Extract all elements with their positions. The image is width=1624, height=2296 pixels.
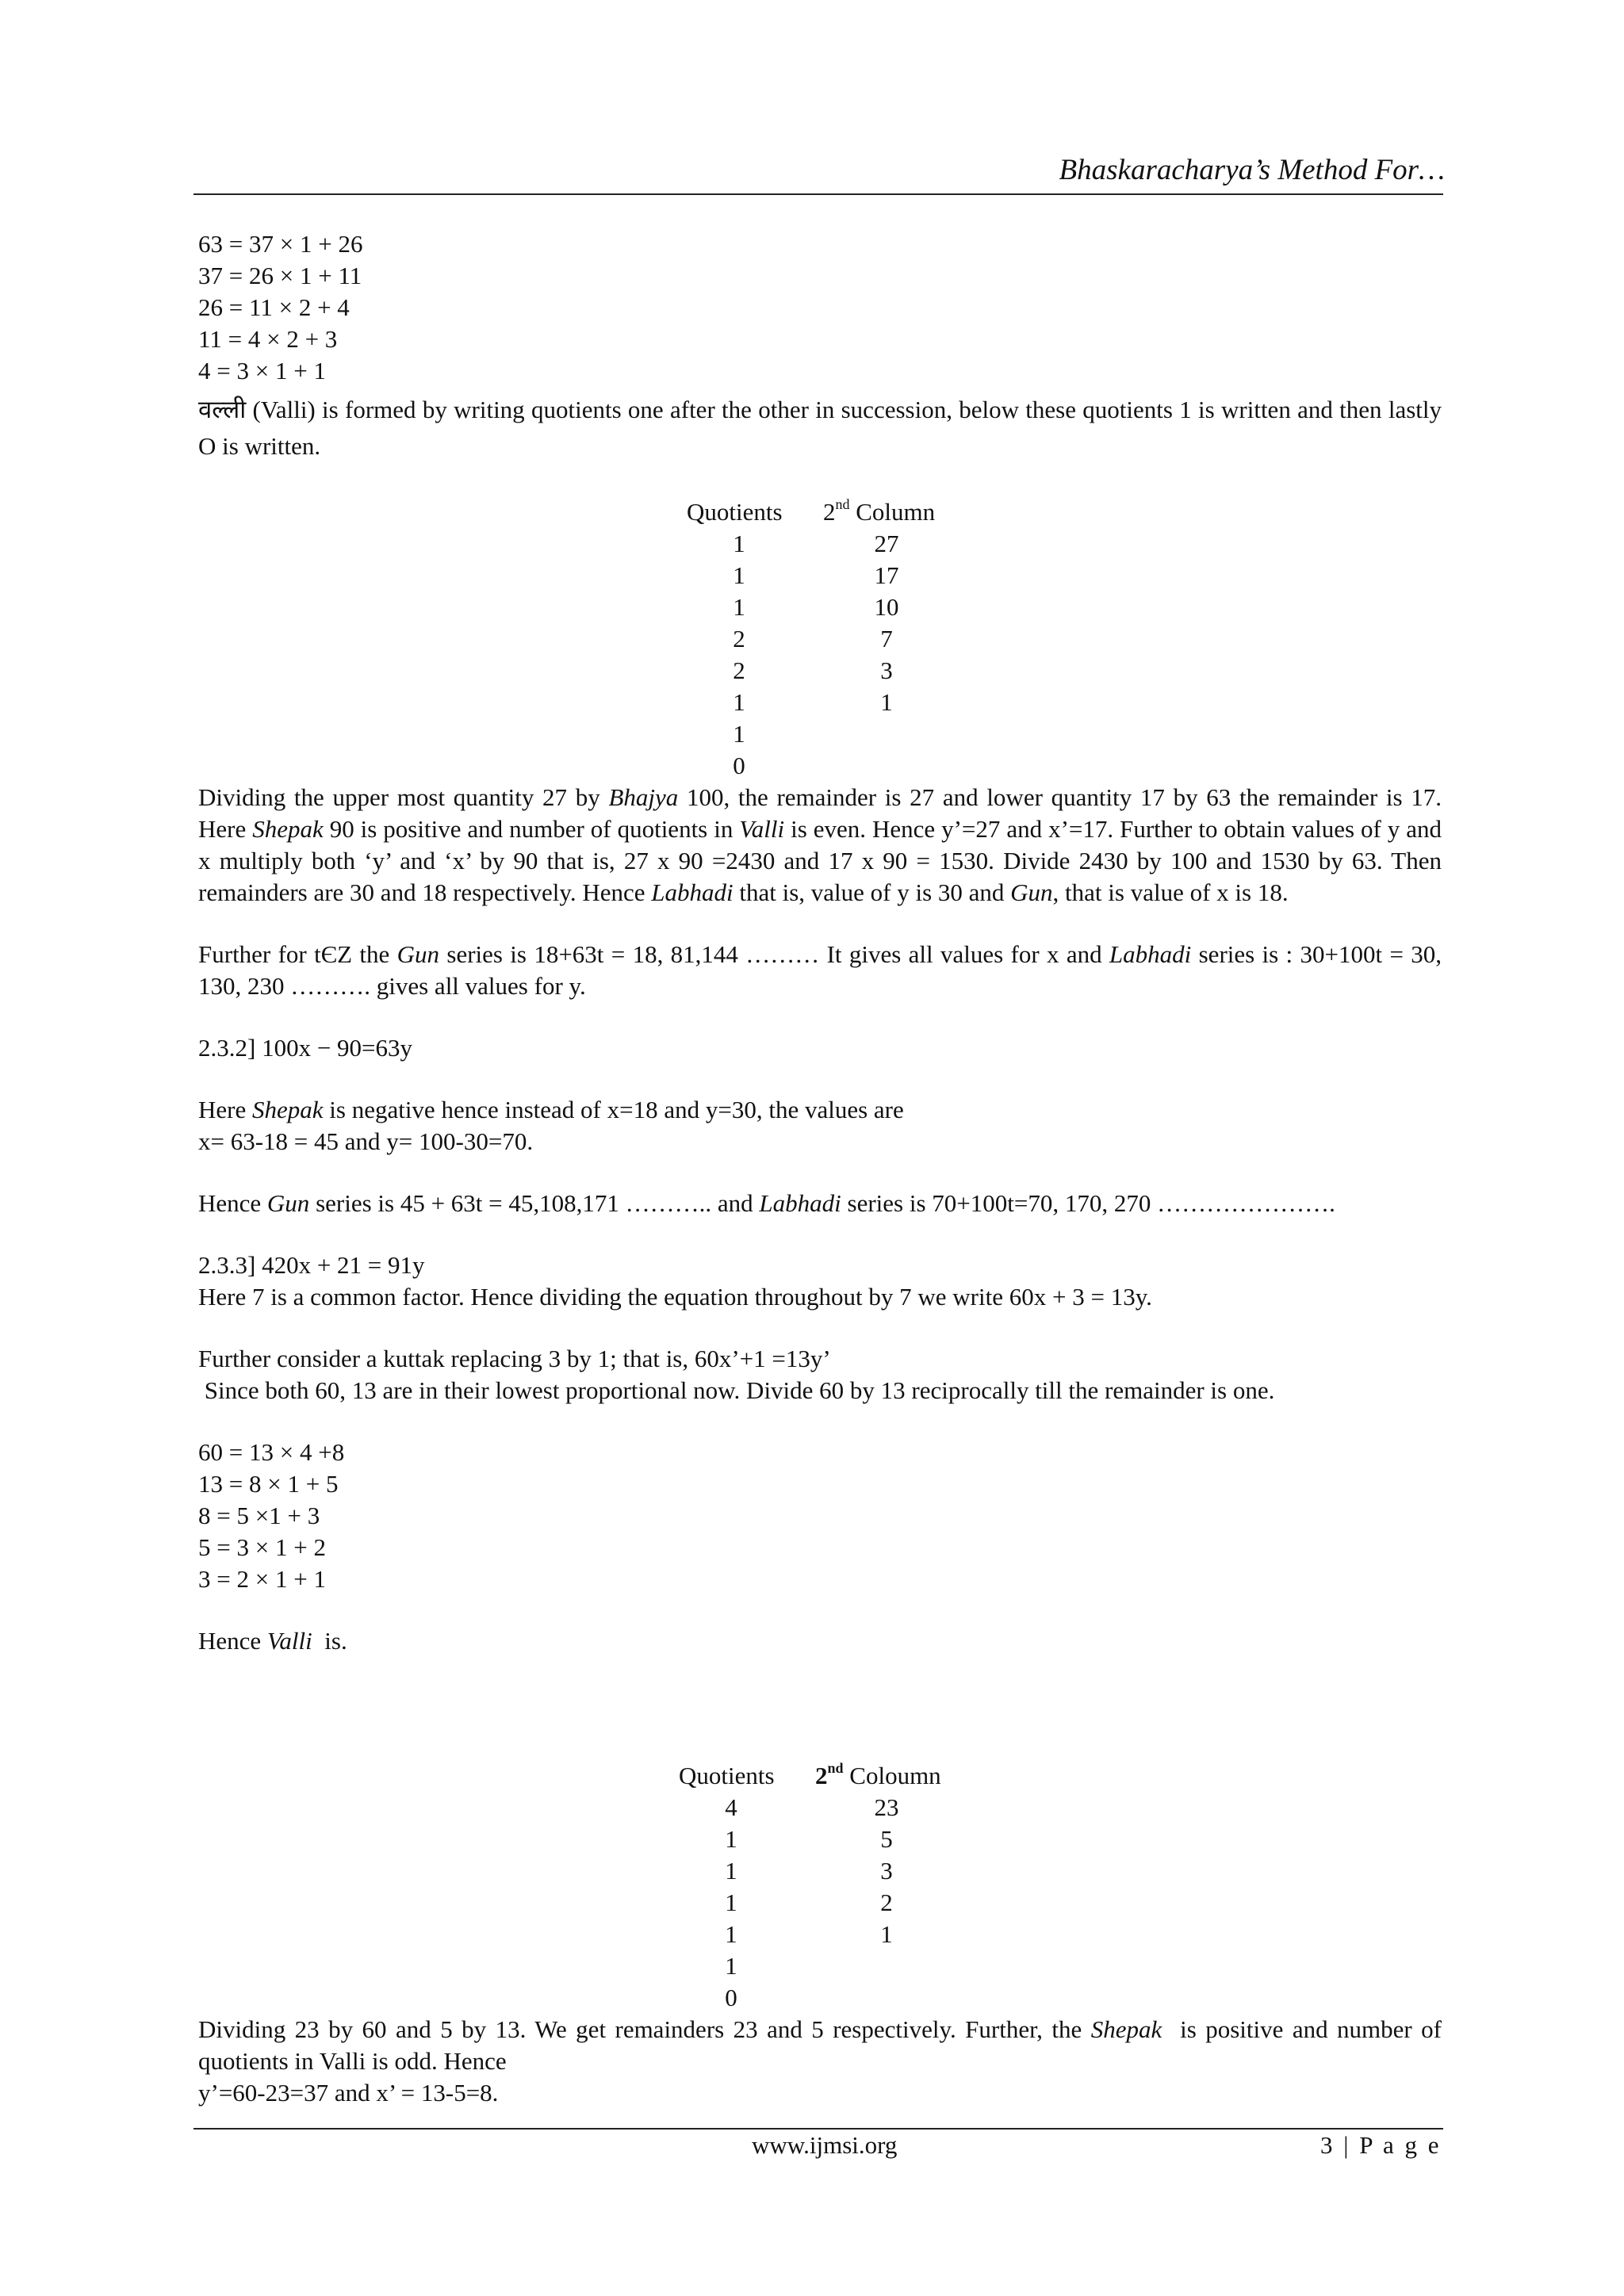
table-header-second-column — [815, 1760, 941, 1792]
term-valli: Valli — [739, 815, 785, 843]
table-header-quotients: Quotients — [679, 1762, 775, 1789]
term-shepak: Shepak — [252, 815, 324, 843]
quotient-cell: 0 — [725, 1984, 737, 2011]
quotient-cell: 2 — [733, 656, 745, 684]
term-gun: Gun — [396, 940, 440, 968]
text-run: , that is value of x is 18. — [1052, 878, 1289, 906]
quotient-cell: 1 — [733, 688, 745, 716]
second-column-cell: 5 — [880, 1825, 893, 1853]
series-paragraph-1 — [198, 939, 1442, 1002]
equation-line: 5 = 3 × 1 + 2 — [198, 1533, 326, 1561]
values-line: x= 63-18 = 45 and y= 100-30=70. — [198, 1127, 534, 1155]
series-paragraph-2 — [198, 1188, 1442, 1219]
text-run: 100, the remainder is 27 and lower quantity 17 by 63 the remainder is 17. Here — [198, 783, 1442, 843]
text-run: Dividing 23 by 60 and 5 by 13. We get remainders 23 and 5 respectively. Further, the — [198, 2015, 1091, 2043]
text-run: Hence — [198, 1189, 267, 1217]
kuttak-line: Further consider a kuttak replacing 3 by 1; that is, 60x’+1 =13y’ — [198, 1345, 831, 1372]
text-run: is even. Hence y’=27 and x’=17. Further to obtain values of y and x multiply both ‘y’ and ‘x’ by 90 that is, 27 x 90 =2430 and 17 x 90 = 1530. Divide 2430 by 100 and 1530 by 63. Then remainders are 30 and 18 respectively. Hence — [198, 815, 1442, 906]
shepak-negative-line — [198, 1094, 1442, 1126]
equation-line: 3 = 2 × 1 + 1 — [198, 1565, 326, 1593]
valli-devanagari: वल्ली — [198, 396, 247, 424]
second-column-cell: 3 — [880, 656, 893, 684]
equation-line: 11 = 4 × 2 + 3 — [198, 325, 338, 353]
term-shepak: Shepak — [1090, 2015, 1162, 2043]
valli-table-1 — [687, 496, 972, 782]
text-run: is positive and number of quotients in Valli is odd. Hence — [198, 2015, 1448, 2075]
quotient-cell: 4 — [725, 1793, 737, 1821]
second-column-cell: 10 — [874, 593, 899, 621]
equation-line: 63 = 37 × 1 + 26 — [198, 230, 363, 258]
footer-page-number: 3 | P a g e — [1320, 2131, 1442, 2159]
text-run: Here — [198, 1096, 252, 1123]
header-rule — [193, 193, 1443, 195]
quotient-cell: 1 — [725, 1888, 737, 1916]
hence-valli-line — [198, 1625, 1442, 1657]
term-labhadi: Labhadi — [1109, 940, 1192, 968]
second-column-cell: 1 — [880, 688, 893, 716]
text-run: series is 45 + 63t = 45,108,171 ……….. and — [309, 1189, 760, 1217]
text-run: 90 is positive and number of quotients in — [323, 815, 740, 843]
table-header-quotients: Quotients — [687, 498, 783, 526]
equation-line: 37 = 26 × 1 + 11 — [198, 262, 362, 289]
final-values-line: y’=60-23=37 and x’ = 13-5=8. — [198, 2079, 499, 2107]
header-rest: Column — [849, 498, 936, 526]
second-column-cell: 1 — [880, 1920, 893, 1948]
term-labhadi: Labhadi — [759, 1189, 841, 1217]
quotient-cell: 0 — [733, 752, 745, 779]
equation-line: 4 = 3 × 1 + 1 — [198, 357, 326, 385]
quotient-cell: 1 — [733, 593, 745, 621]
quotient-cell: 1 — [733, 530, 745, 557]
second-column-cell: 3 — [880, 1857, 893, 1885]
quotients-column — [707, 528, 771, 782]
quotient-cell: 1 — [733, 720, 745, 748]
header-sup: nd — [835, 496, 850, 512]
second-column-cell: 7 — [880, 625, 893, 652]
quotients-column — [699, 1792, 763, 2014]
term-gun: Gun — [266, 1189, 310, 1217]
divide-paragraph-2 — [198, 2014, 1448, 2077]
second-column-cell: 23 — [874, 1793, 899, 1821]
term-shepak: Shepak — [251, 1096, 324, 1123]
running-header: Bhaskaracharya’s Method For… — [1059, 154, 1445, 186]
quotient-cell: 1 — [725, 1952, 737, 1980]
valli-paragraph-text: (Valli) is formed by writing quotients one after the other in succession, below these quotients 1 is written and then lastly O is written. — [198, 396, 1442, 460]
second-column — [855, 528, 918, 718]
table-header-second-column — [823, 496, 935, 528]
equation-line: 8 = 5 ×1 + 3 — [198, 1502, 320, 1529]
quotient-cell: 2 — [733, 625, 745, 652]
quotient-cell: 1 — [725, 1825, 737, 1853]
footer-rule — [193, 2128, 1443, 2130]
section-heading-2-3-2: 2.3.2] 100x − 90=63y — [198, 1034, 413, 1062]
equation-line: 13 = 8 × 1 + 5 — [198, 1470, 339, 1498]
footer-website: www.ijmsi.org — [752, 2131, 898, 2159]
quotient-cell: 1 — [725, 1920, 737, 1948]
text-run: that is, value of y is 30 and — [733, 878, 1011, 906]
divide-paragraph-block — [198, 782, 1442, 1657]
divide-paragraph — [198, 782, 1442, 909]
final-paragraph-block — [198, 2014, 1448, 2109]
term-bhajya: Bhajya — [608, 783, 679, 811]
second-column-cell: 17 — [874, 561, 899, 589]
reciprocal-line: Since both 60, 13 are in their lowest proportional now. Divide 60 by 13 reciprocally till the remainder is one. — [198, 1376, 1275, 1404]
equation-line: 60 = 13 × 4 +8 — [198, 1438, 345, 1466]
quotient-cell: 1 — [725, 1857, 737, 1885]
term-gun: Gun — [1010, 878, 1053, 906]
text-run: Dividing the upper most quantity 27 by — [198, 783, 609, 811]
common-factor-line: Here 7 is a common factor. Hence dividing the equation throughout by 7 we write 60x + 3 = 13y. — [198, 1283, 1152, 1311]
header-sup: nd — [827, 1760, 844, 1776]
text-run: series is 70+100t=70, 170, 270 …………………. — [841, 1189, 1335, 1217]
header-rest: Coloumn — [843, 1762, 941, 1789]
equations-block-1 — [198, 228, 1442, 465]
valli-table-2 — [679, 1760, 980, 2022]
equation-line: 26 = 11 × 2 + 4 — [198, 293, 350, 321]
text-run: is. — [312, 1627, 347, 1655]
second-column — [855, 1792, 918, 1950]
second-column-cell: 27 — [874, 530, 899, 557]
text-run: is negative hence instead of x=18 and y=30, the values are — [323, 1096, 904, 1123]
text-run: Further for tЄZ the — [198, 940, 397, 968]
term-labhadi: Labhadi — [651, 878, 733, 906]
quotient-cell: 1 — [733, 561, 745, 589]
header-base: 2 — [823, 498, 836, 526]
header-base: 2 — [815, 1762, 828, 1789]
text-run: series is 18+63t = 18, 81,144 ……… It gives all values for x and — [439, 940, 1109, 968]
second-column-cell: 2 — [880, 1888, 893, 1916]
term-valli: Valli — [266, 1627, 312, 1655]
section-heading-2-3-3: 2.3.3] 420x + 21 = 91y — [198, 1251, 425, 1279]
text-run: Hence — [198, 1627, 267, 1655]
text-run: series is : 30+100t = 30, 130, 230 ………. gives all values for y. — [198, 940, 1442, 1000]
valli-paragraph — [198, 392, 1442, 465]
